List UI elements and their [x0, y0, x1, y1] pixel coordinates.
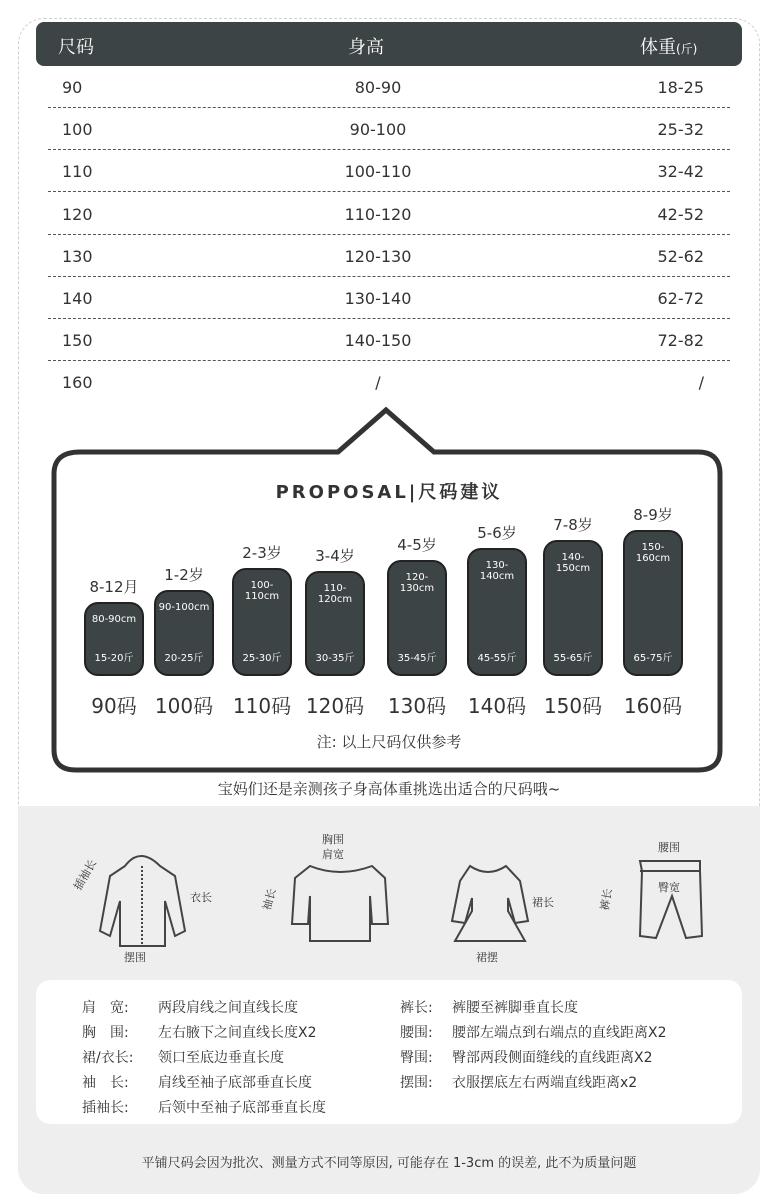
pill-height: 140-150cm — [555, 552, 591, 574]
pill-height: 80-90cm — [91, 614, 137, 625]
definition-term: 袖 长: — [82, 1075, 129, 1091]
size-code: 110码 — [232, 694, 292, 718]
definition-desc: 后领中至袖子底部垂直长度 — [158, 1100, 326, 1116]
banner-text: 宝妈们还是亲测孩子身高体重挑选出适合的尺码哦~ — [217, 780, 561, 798]
label-hem: 摆围 — [124, 951, 146, 964]
cell-height: 80-90 — [354, 78, 402, 97]
age-label: 7-8岁 — [553, 516, 593, 534]
label-hip: 臀宽 — [658, 881, 680, 894]
cell-height: 130-140 — [344, 289, 412, 308]
pill-weight: 45-55斤 — [477, 653, 517, 664]
size-code: 130码 — [387, 694, 447, 718]
definition-desc: 臀部两段侧面缝线的直线距离X2 — [452, 1050, 653, 1066]
definition-term: 裤长: — [400, 1000, 433, 1016]
definition-desc: 两段肩线之间直线长度 — [158, 1000, 298, 1016]
definition-item — [400, 1072, 637, 1092]
cell-weight: 72-82 — [657, 331, 704, 351]
age-label: 8-9岁 — [633, 506, 673, 524]
cell-weight: 62-72 — [657, 289, 704, 308]
definition-desc: 裤腰至裤脚垂直长度 — [452, 1000, 578, 1016]
size-code: 90码 — [91, 694, 137, 718]
definition-item — [82, 1047, 284, 1067]
size-pill — [467, 548, 527, 676]
definition-desc: 衣服摆底左右两端直线距离x2 — [452, 1075, 638, 1091]
definition-item — [400, 1022, 667, 1042]
definition-desc: 领口至底边垂直长度 — [158, 1050, 284, 1066]
header-height: 身高 — [348, 37, 384, 58]
pill-height: 150-160cm — [635, 542, 671, 564]
garment-diagrams — [0, 806, 778, 976]
cell-height: 140-150 — [344, 331, 412, 351]
size-pill — [232, 568, 292, 676]
cell-weight: / — [698, 373, 704, 393]
label-sleeve: 袖长 — [260, 887, 279, 912]
size-code: 100码 — [154, 694, 214, 718]
definition-item — [400, 1047, 653, 1067]
sweater-diagram — [292, 866, 388, 941]
cell-size: 110 — [62, 162, 93, 182]
proposal-title: PROPOSAL|尺码建议 — [275, 482, 503, 503]
pill-weight: 15-20斤 — [94, 653, 134, 664]
cell-height: 120-130 — [344, 246, 412, 266]
age-label: 1-2岁 — [164, 566, 204, 584]
size-pill — [84, 602, 144, 676]
header-size: 尺码 — [58, 37, 94, 58]
pill-weight: 30-35斤 — [315, 653, 355, 664]
pill-height: 90-100cm — [158, 602, 210, 613]
dress-diagram — [452, 866, 528, 941]
cell-size: 160 — [62, 373, 93, 393]
size-code: 120码 — [305, 694, 365, 718]
size-code: 150码 — [543, 694, 603, 718]
pill-weight: 55-65斤 — [553, 653, 593, 664]
cell-size: 100 — [62, 120, 93, 140]
definition-term: 腰围: — [400, 1025, 433, 1041]
label-sleeve-raglan: 插袖长 — [71, 857, 100, 893]
cell-height: 110-120 — [344, 204, 412, 224]
definition-term: 肩 宽: — [82, 1000, 129, 1016]
age-label: 2-3岁 — [242, 544, 282, 562]
definition-term: 臀围: — [400, 1050, 433, 1066]
definition-desc: 肩线至袖子底部垂直长度 — [158, 1075, 312, 1091]
age-label: 4-5岁 — [397, 536, 437, 554]
definition-item — [82, 1072, 312, 1092]
definition-item — [400, 997, 578, 1017]
size-code: 140码 — [467, 694, 527, 718]
size-pill — [305, 571, 365, 676]
age-label: 5-6岁 — [477, 524, 517, 542]
label-dress-hem: 裙摆 — [476, 951, 498, 964]
label-chest: 胸围 — [322, 833, 344, 846]
pants-diagram — [640, 861, 702, 938]
cell-weight: 42-52 — [657, 204, 704, 224]
label-waist: 腰围 — [658, 841, 680, 854]
cell-size: 150 — [62, 331, 93, 351]
size-pill — [623, 530, 683, 676]
size-pill — [154, 590, 214, 676]
cell-weight: 52-62 — [657, 246, 704, 266]
pill-weight: 35-45斤 — [397, 653, 437, 664]
label-shoulder: 肩宽 — [322, 848, 344, 861]
definition-term: 胸 围: — [82, 1025, 129, 1041]
pill-weight: 20-25斤 — [164, 653, 204, 664]
definition-item — [82, 997, 298, 1017]
age-label: 3-4岁 — [315, 547, 355, 565]
cell-height: / — [375, 373, 381, 393]
size-code: 160码 — [623, 694, 683, 718]
cell-size: 140 — [62, 289, 93, 308]
definition-term: 裙/衣长: — [82, 1050, 134, 1066]
footer-disclaimer: 平铺尺码会因为批次、测量方式不同等原因, 可能存在 1-3cm 的误差, 此不为质量问题 — [141, 1156, 637, 1171]
pill-height: 110-120cm — [317, 583, 353, 605]
definition-term: 摆围: — [400, 1075, 433, 1091]
proposal-note: 注: 以上尺码仅供参考 — [316, 733, 462, 751]
label-pants-length: 裤长 — [598, 887, 615, 912]
cell-weight: 18-25 — [657, 78, 704, 97]
size-pill — [543, 540, 603, 676]
age-label: 8-12月 — [89, 578, 139, 596]
pill-height: 100-110cm — [244, 580, 280, 602]
cell-size: 130 — [62, 246, 93, 266]
definition-desc: 腰部左端点到右端点的直线距离X2 — [452, 1025, 667, 1041]
definition-desc: 左右腋下之间直线长度X2 — [158, 1025, 317, 1041]
jacket-diagram — [100, 856, 185, 946]
label-dress-length: 裙长 — [532, 896, 554, 909]
cell-height: 90-100 — [349, 120, 407, 140]
definition-term: 插袖长: — [82, 1100, 129, 1116]
pill-height: 120-130cm — [399, 572, 435, 594]
cell-weight: 25-32 — [657, 120, 704, 140]
pill-height: 130-140cm — [479, 560, 515, 582]
definition-item — [82, 1097, 326, 1117]
cell-size: 90 — [62, 78, 83, 97]
definition-item — [82, 1022, 317, 1042]
cell-size: 120 — [62, 204, 93, 224]
pill-weight: 65-75斤 — [633, 653, 673, 664]
pill-weight: 25-30斤 — [242, 653, 282, 664]
header-weight: 体重(斤) — [640, 37, 698, 58]
label-length: 衣长 — [190, 891, 212, 904]
size-pill — [387, 560, 447, 676]
cell-height: 100-110 — [344, 162, 412, 182]
cell-weight: 32-42 — [657, 162, 704, 182]
